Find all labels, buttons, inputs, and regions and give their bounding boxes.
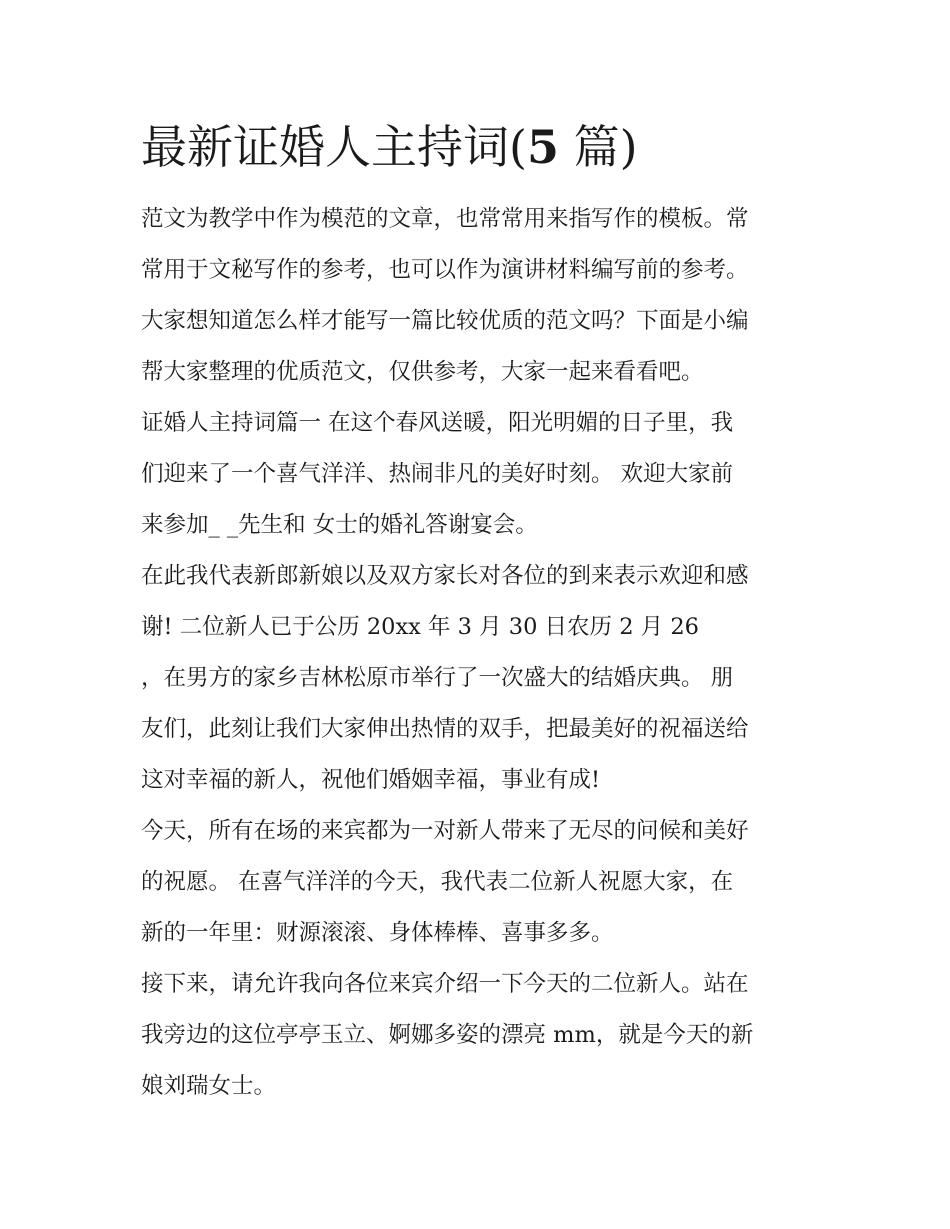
paragraph-line: 们迎来了一个喜气洋洋、热闹非凡的美好时刻。 欢迎大家前 [141,461,734,487]
title-number: 5 [526,120,559,174]
paragraph-line: 我旁边的这位亭亭玉立、婀娜多姿的漂亮 mm，就是今天的新 [141,1022,754,1048]
paragraph-section-one [141,398,813,551]
paragraph-line: 娘刘瑞女士。 [141,1073,277,1099]
paragraph-line: 常用于文秘写作的参考，也可以作为演讲材料编写前的参考。 [141,257,749,283]
paragraph-line: 在此我代表新郎新娘以及双方家长对各位的到来表示欢迎和感 [141,563,749,589]
paragraph-line: 帮大家整理的优质范文，仅供参考，大家一起来看看吧。 [141,359,704,385]
paragraph-line: 接下来，请允许我向各位来宾介绍一下今天的二位新人。站在 [141,971,749,997]
paragraph-wishes [141,806,813,959]
paragraph-line: 谢! 二位新人已于公历 20xx 年 3 月 30 日农历 2 月 26 [141,614,699,640]
paragraph-line: 的祝愿。 在喜气洋洋的今天，我代表二位新人祝愿大家，在 [141,869,734,895]
title-text: 最新证婚人主持词( [141,120,527,174]
document-body [141,116,813,1112]
paragraph-line: 来参加_ _先生和 女士的婚礼答谢宴会。 [141,512,538,538]
paragraph-line: 友们，此刻让我们大家伸出热情的双手，把最美好的祝福送给 [141,716,749,742]
paragraph-welcome [141,551,813,806]
paragraph-line: 范文为教学中作为模范的文章，也常常用来指写作的模板。常 [141,206,749,232]
paragraph-line: 新的一年里：财源滚滚、身体棒棒、喜事多多。 [141,920,614,946]
title-tail: 篇) [558,120,638,174]
paragraph-line: 证婚人主持词篇一 在这个春风送暖，阳光明媚的日子里，我 [141,410,734,436]
paragraph-intro [141,194,813,398]
paragraph-line: 大家想知道怎么样才能写一篇比较优质的范文吗？下面是小编 [141,308,749,334]
paragraph-line: ，在男方的家乡吉林松原市举行了一次盛大的结婚庆典。 朋 [141,665,734,691]
paragraph-line: 今天，所有在场的来宾都为一对新人带来了无尽的问候和美好 [141,818,749,844]
paragraph-line: 这对幸福的新人，祝他们婚姻幸福，事业有成! [141,767,601,793]
paragraph-introduction [141,959,813,1112]
page-title [141,116,813,178]
